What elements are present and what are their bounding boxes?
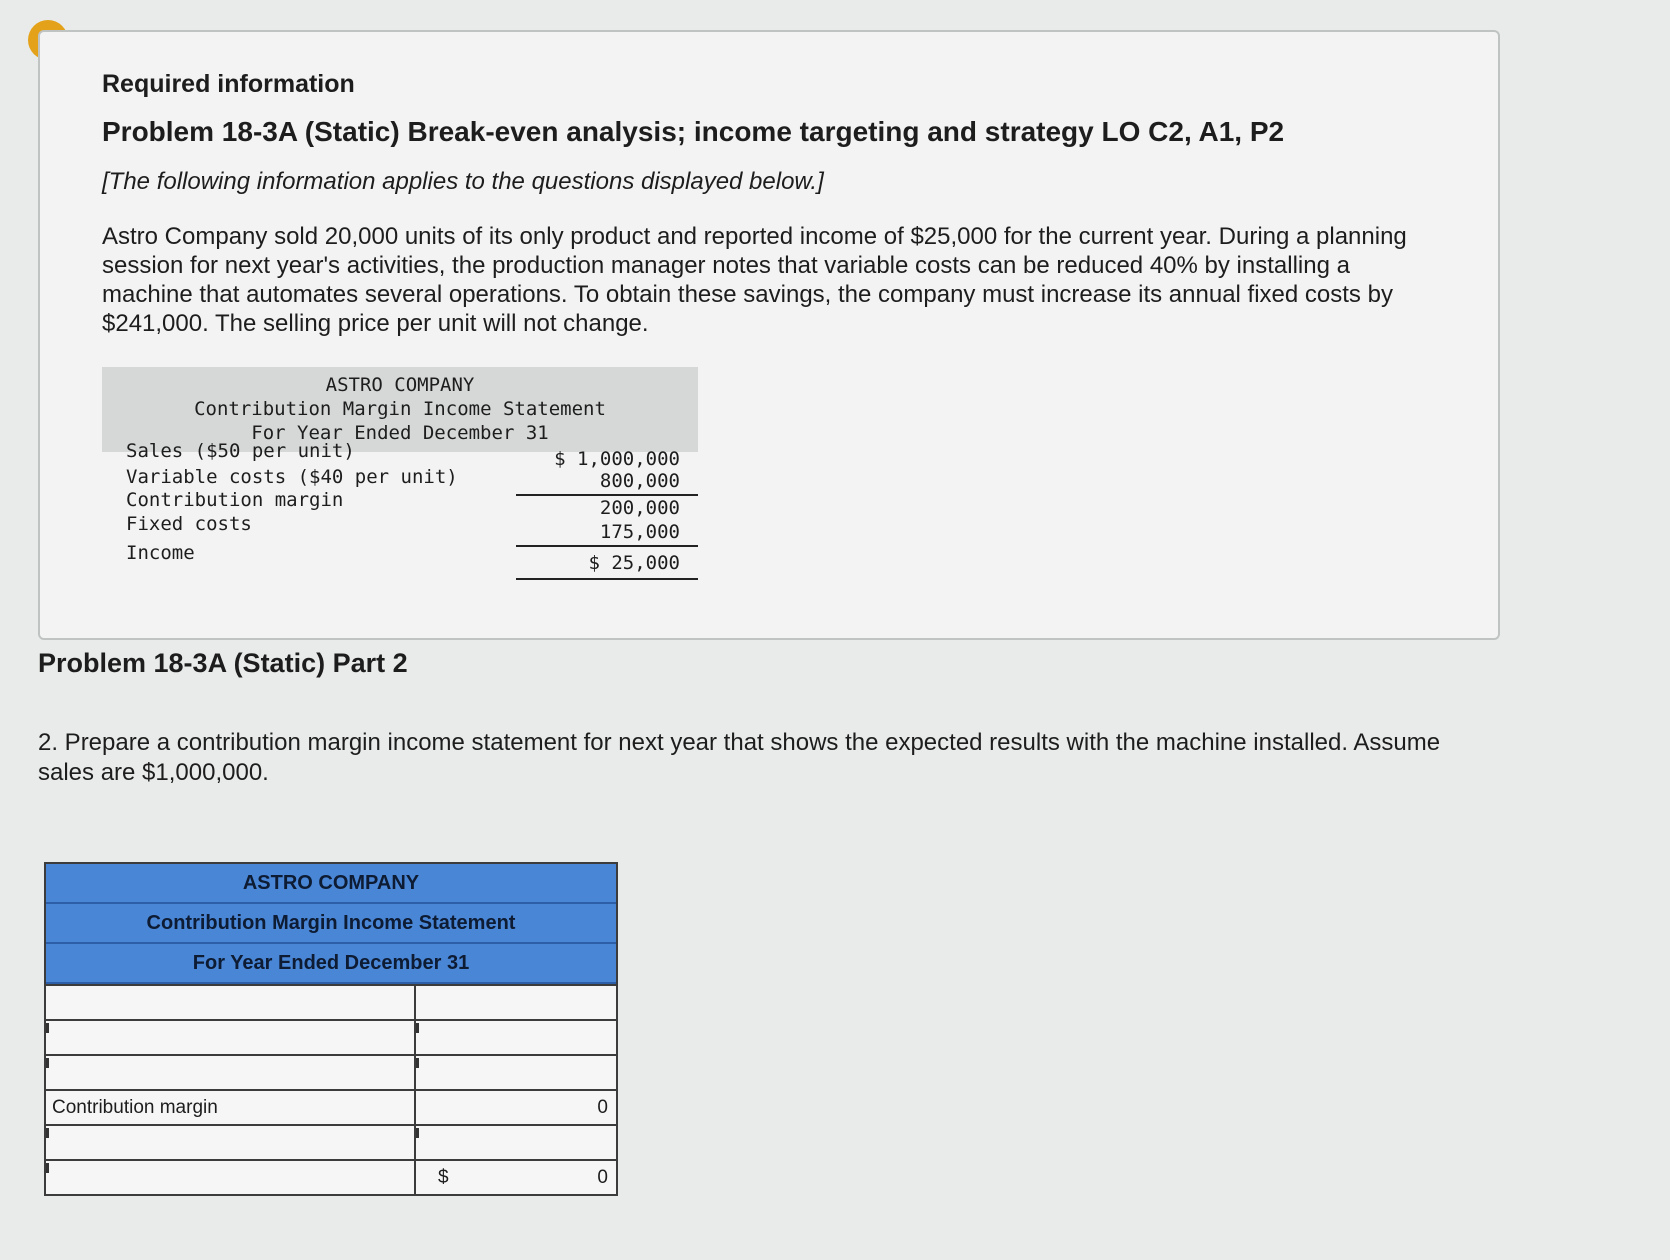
total-amount: 0: [597, 1167, 608, 1188]
input-marker-icon: [46, 1128, 54, 1138]
given-statement-period: For Year Ended December 31: [251, 422, 549, 444]
problem-title: Problem 18-3A (Static) Break-even analysis; income targeting and strategy LO C2, A1, P2: [102, 116, 1285, 147]
answer-statement-title: Contribution Margin Income Statement: [46, 904, 616, 944]
given-row-sales: Sales ($50 per unit) $ 1,000,000: [126, 440, 680, 470]
given-row-income: Income $ 25,000: [126, 542, 680, 574]
total-value: [416, 1161, 616, 1194]
answer-statement-period: For Year Ended December 31: [46, 944, 616, 984]
answer-row-total: [46, 1159, 616, 1194]
answer-row: [46, 1124, 616, 1159]
label-input[interactable]: [46, 1161, 416, 1194]
given-row-contribution-margin: Contribution margin 200,000: [126, 489, 680, 519]
amount-input[interactable]: [416, 1056, 616, 1089]
label-input[interactable]: [46, 1021, 416, 1054]
dollar-sign: $: [438, 1167, 449, 1188]
amount-input[interactable]: [416, 1021, 616, 1054]
problem-description: Astro Company sold 20,000 units of its only product and reported income of $25,000 for the current year. During a planning session for next year's activities, the production manager notes that variable costs can be reduced 40% by installing a machine that automates several operations. To obtain these savings, the company must increase its annual fixed costs by $241,000. The selling price per unit will not change.: [102, 223, 1407, 337]
label-input[interactable]: [46, 986, 416, 1019]
input-marker-icon: [416, 1128, 424, 1138]
answer-row-contribution-margin: [46, 1089, 616, 1124]
amount-input[interactable]: [416, 1126, 616, 1159]
given-row-fixed-costs: Fixed costs 175,000: [126, 513, 680, 543]
input-marker-icon: [46, 1023, 54, 1033]
answer-row: [46, 1054, 616, 1089]
required-info-heading: Required information: [102, 70, 355, 98]
input-marker-icon: [416, 1058, 424, 1068]
total-rule: [516, 578, 698, 580]
given-income-statement: [102, 367, 700, 591]
contribution-margin-value: 0: [597, 1097, 608, 1118]
input-marker-icon: [46, 1058, 54, 1068]
label-input[interactable]: [46, 1056, 416, 1089]
input-marker-icon: [46, 1163, 54, 1173]
label-input[interactable]: [46, 1126, 416, 1159]
answer-row: [46, 984, 616, 1019]
answer-income-statement: [44, 862, 618, 1196]
info-note: [The following information applies to the questions displayed below.]: [102, 168, 824, 195]
given-row-variable-costs: Variable costs ($40 per unit) 800,000: [126, 466, 680, 492]
contribution-margin-label: Contribution margin: [46, 1091, 416, 1124]
answer-company-name: ASTRO COMPANY: [46, 864, 616, 904]
part-title: Problem 18-3A (Static) Part 2: [38, 648, 408, 678]
answer-row: [46, 1019, 616, 1054]
amount-input[interactable]: [416, 986, 616, 1019]
input-marker-icon: [416, 1023, 424, 1033]
given-statement-title: Contribution Margin Income Statement: [194, 398, 606, 420]
given-company-name: ASTRO COMPANY: [325, 374, 475, 396]
question-text: 2. Prepare a contribution margin income statement for next year that shows the expected results with the machine installed. Assume sales are $1,000,000.: [38, 729, 1441, 786]
